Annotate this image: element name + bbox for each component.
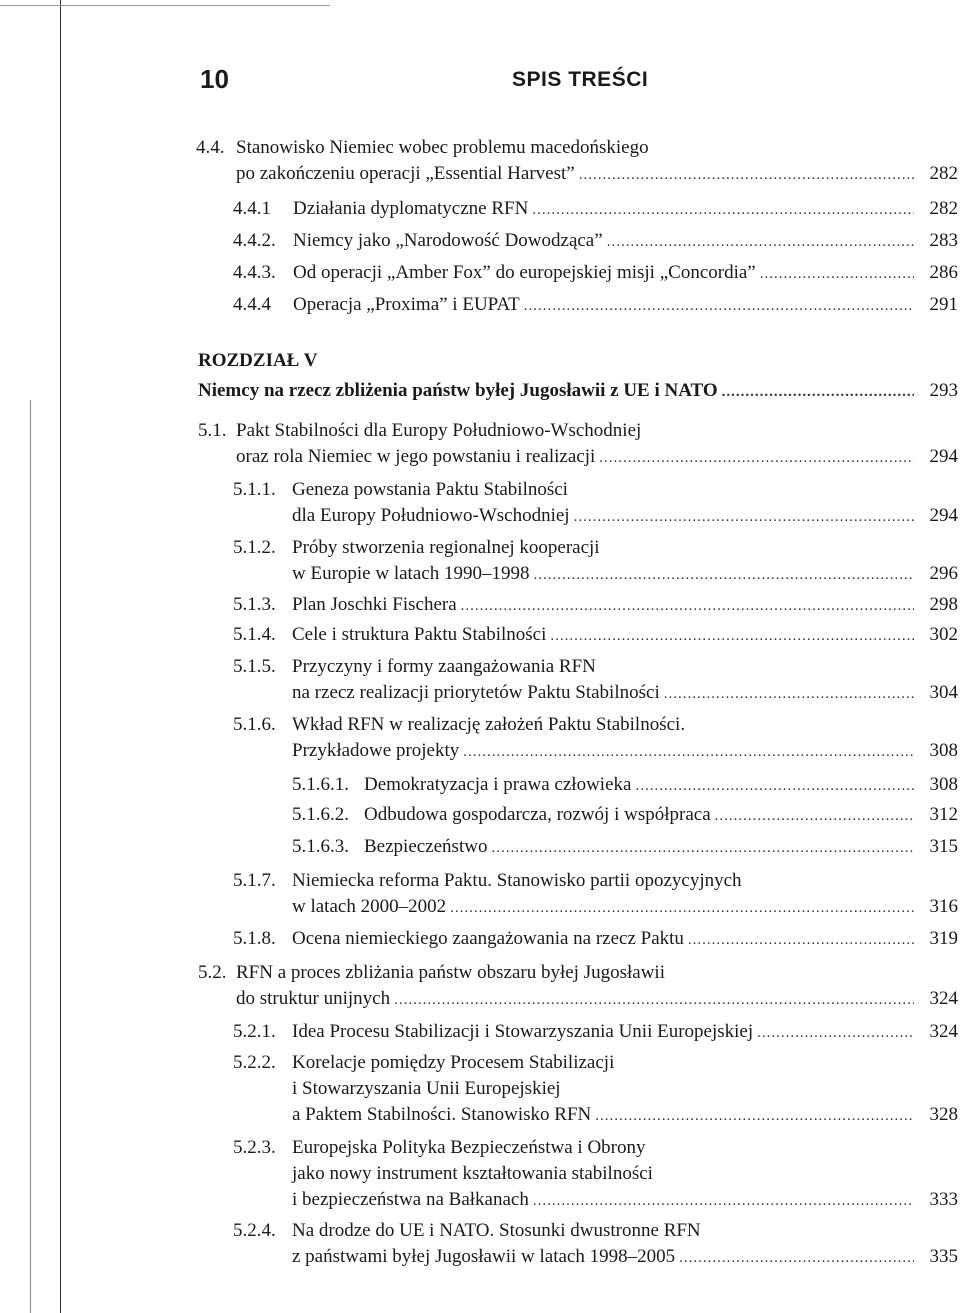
entry-number: 4.4.3. bbox=[233, 262, 276, 283]
entry-title: Odbudowa gospodarcza, rozwój i współpraca bbox=[364, 804, 711, 825]
leader-dots bbox=[532, 197, 914, 223]
leader-dots bbox=[664, 681, 914, 707]
entry-title-cont: w Europie w latach 1990–1998 bbox=[292, 563, 530, 584]
toc-entry bbox=[233, 196, 958, 223]
chapter-label: ROZDZIAŁ V bbox=[198, 350, 318, 371]
entry-page: 294 bbox=[929, 505, 958, 526]
entry-page: 283 bbox=[929, 230, 958, 251]
leader-dots bbox=[533, 562, 914, 588]
entry-title: Demokratyzacja i prawa człowieka bbox=[364, 774, 632, 795]
leader-dots bbox=[715, 803, 914, 829]
toc-entry bbox=[196, 135, 958, 188]
entry-page: 324 bbox=[929, 1021, 958, 1042]
entry-page: 302 bbox=[929, 624, 958, 645]
toc-entry bbox=[233, 592, 958, 619]
toc-entry bbox=[233, 1019, 958, 1046]
entry-number: 5.1.1. bbox=[233, 479, 276, 500]
toc-entry bbox=[292, 802, 958, 829]
entry-title: Działania dyplomatyczne RFN bbox=[293, 198, 529, 219]
entry-title: Plan Joschki Fischera bbox=[292, 594, 457, 615]
entry-page: 333 bbox=[929, 1189, 958, 1210]
entry-page: 304 bbox=[929, 682, 958, 703]
entry-title-cont: w latach 2000–2002 bbox=[292, 896, 447, 917]
toc-entry bbox=[233, 1050, 958, 1129]
leader-dots bbox=[722, 379, 914, 405]
toc-entry bbox=[233, 292, 958, 319]
toc-entry bbox=[233, 712, 958, 765]
entry-title-cont: Przykładowe projekty bbox=[292, 740, 460, 761]
entry-title-cont: na rzecz realizacji priorytetów Paktu Stabilności bbox=[292, 682, 660, 703]
entry-title-cont: oraz rola Niemiec w jego powstaniu i realizacji bbox=[236, 446, 596, 467]
entry-title: Korelacje pomiędzy Procesem Stabilizacji bbox=[292, 1052, 615, 1073]
entry-title-cont: z państwami byłej Jugosławii w latach 1998–2005 bbox=[292, 1246, 676, 1267]
entry-number: 5.1.6.2. bbox=[292, 804, 349, 825]
page-title: SPIS TREŚCI bbox=[512, 68, 649, 91]
entry-title: Wkład RFN w realizację założeń Paktu Stabilności. bbox=[292, 714, 686, 735]
entry-title: Pakt Stabilności dla Europy Południowo-Wschodniej bbox=[236, 420, 642, 441]
toc-entry bbox=[233, 622, 958, 649]
entry-page: 324 bbox=[929, 988, 958, 1009]
entry-title: Stanowisko Niemiec wobec problemu macedońskiego bbox=[236, 137, 649, 158]
toc-entry bbox=[198, 960, 958, 1013]
entry-page: 294 bbox=[929, 446, 958, 467]
leader-dots bbox=[524, 293, 914, 319]
leader-dots bbox=[394, 987, 914, 1013]
entry-title-cont: po zakończeniu operacji „Essential Harvest” bbox=[236, 163, 575, 184]
leader-dots bbox=[463, 739, 914, 765]
toc-entry bbox=[233, 535, 958, 588]
entry-number: 5.2.1. bbox=[233, 1021, 276, 1042]
toc-entry bbox=[292, 834, 958, 861]
entry-number: 5.1.6. bbox=[233, 714, 276, 735]
leader-dots bbox=[579, 162, 914, 188]
entry-title: Próby stworzenia regionalnej kooperacji bbox=[292, 537, 600, 558]
entry-title: Idea Procesu Stabilizacji i Stowarzyszania Unii Europejskiej bbox=[292, 1021, 754, 1042]
toc-entry bbox=[233, 926, 958, 953]
entry-title-cont: jako nowy instrument kształtowania stabilności bbox=[292, 1163, 653, 1184]
entry-number: 5.1.6.1. bbox=[292, 774, 349, 795]
entry-page: 282 bbox=[929, 163, 958, 184]
entry-title-cont: dla Europy Południowo-Wschodniej bbox=[292, 505, 570, 526]
entry-number: 5.1. bbox=[198, 420, 227, 441]
leader-dots bbox=[635, 773, 914, 799]
entry-page: 282 bbox=[929, 198, 958, 219]
entry-number: 5.1.7. bbox=[233, 870, 276, 891]
entry-number: 4.4.4 bbox=[233, 294, 271, 315]
entry-number: 5.1.5. bbox=[233, 656, 276, 677]
leader-dots bbox=[461, 593, 914, 619]
entry-page: 312 bbox=[929, 804, 958, 825]
entry-title-cont: i Stowarzyszania Unii Europejskiej bbox=[292, 1078, 561, 1099]
leader-dots bbox=[757, 1020, 914, 1046]
leader-dots bbox=[574, 504, 914, 530]
entry-title-cont: do struktur unijnych bbox=[236, 988, 391, 1009]
entry-number: 4.4. bbox=[196, 137, 225, 158]
entry-page: 286 bbox=[929, 262, 958, 283]
entry-number: 5.2.3. bbox=[233, 1137, 276, 1158]
entry-page: 296 bbox=[929, 563, 958, 584]
entry-page: 308 bbox=[929, 774, 958, 795]
entry-number: 5.1.4. bbox=[233, 624, 276, 645]
entry-title: Niemcy jako „Narodowość Dowodząca” bbox=[293, 230, 603, 251]
entry-page: 319 bbox=[929, 928, 958, 949]
entry-title: Przyczyny i formy zaangażowania RFN bbox=[292, 656, 596, 677]
entry-page: 308 bbox=[929, 740, 958, 761]
entry-title: Geneza powstania Paktu Stabilności bbox=[292, 479, 568, 500]
entry-title: Niemiecka reforma Paktu. Stanowisko partii opozycyjnych bbox=[292, 870, 742, 891]
toc-entry bbox=[198, 418, 958, 471]
chapter-heading bbox=[198, 378, 958, 405]
entry-number: 5.2.2. bbox=[233, 1052, 276, 1073]
entry-page: 291 bbox=[929, 294, 958, 315]
toc-entry bbox=[233, 260, 958, 287]
leader-dots bbox=[599, 445, 914, 471]
entry-title: RFN a proces zbliżania państw obszaru byłej Jugosławii bbox=[236, 962, 665, 983]
entry-number: 5.1.2. bbox=[233, 537, 276, 558]
entry-title: Ocena niemieckiego zaangażowania na rzecz Paktu bbox=[292, 928, 684, 949]
entry-number: 5.2.4. bbox=[233, 1220, 276, 1241]
leader-dots bbox=[491, 835, 914, 861]
entry-title-cont: i bezpieczeństwa na Bałkanach bbox=[292, 1189, 529, 1210]
entry-number: 4.4.2. bbox=[233, 230, 276, 251]
entry-title: Na drodze do UE i NATO. Stosunki dwustronne RFN bbox=[292, 1220, 701, 1241]
leader-dots bbox=[760, 261, 914, 287]
entry-page: 315 bbox=[929, 836, 958, 857]
toc-entry bbox=[233, 477, 958, 530]
entry-number: 4.4.1 bbox=[233, 198, 271, 219]
entry-number: 5.2. bbox=[198, 962, 227, 983]
leader-dots bbox=[607, 229, 914, 255]
chapter-title: Niemcy na rzecz zbliżenia państw byłej Jugosławii z UE i NATO bbox=[198, 380, 718, 401]
toc-entry bbox=[233, 228, 958, 255]
entry-title: Od operacji „Amber Fox” do europejskiej misji „Concordia” bbox=[293, 262, 756, 283]
entry-title: Cele i struktura Paktu Stabilności bbox=[292, 624, 547, 645]
entry-title: Europejska Polityka Bezpieczeństwa i Obrony bbox=[292, 1137, 646, 1158]
entry-page: 293 bbox=[929, 380, 958, 401]
entry-number: 5.1.3. bbox=[233, 594, 276, 615]
toc-entry bbox=[292, 772, 958, 799]
entry-number: 5.1.8. bbox=[233, 928, 276, 949]
leader-dots bbox=[595, 1103, 914, 1129]
toc-entry bbox=[233, 868, 958, 921]
entry-page: 335 bbox=[929, 1246, 958, 1267]
leader-dots bbox=[679, 1245, 914, 1271]
toc-entry bbox=[233, 1218, 958, 1271]
entry-title: Bezpieczeństwo bbox=[364, 836, 488, 857]
entry-title: Operacja „Proxima” i EUPAT bbox=[293, 294, 520, 315]
leader-dots bbox=[533, 1188, 914, 1214]
entry-page: 316 bbox=[929, 896, 958, 917]
entry-title-cont: a Paktem Stabilności. Stanowisko RFN bbox=[292, 1104, 592, 1125]
page-number: 10 bbox=[200, 64, 229, 94]
leader-dots bbox=[550, 623, 914, 649]
toc-entry bbox=[233, 1135, 958, 1214]
leader-dots bbox=[450, 895, 914, 921]
entry-page: 298 bbox=[929, 594, 958, 615]
leader-dots bbox=[688, 927, 914, 953]
entry-page: 328 bbox=[929, 1104, 958, 1125]
toc-entry bbox=[233, 654, 958, 707]
entry-number: 5.1.6.3. bbox=[292, 836, 349, 857]
